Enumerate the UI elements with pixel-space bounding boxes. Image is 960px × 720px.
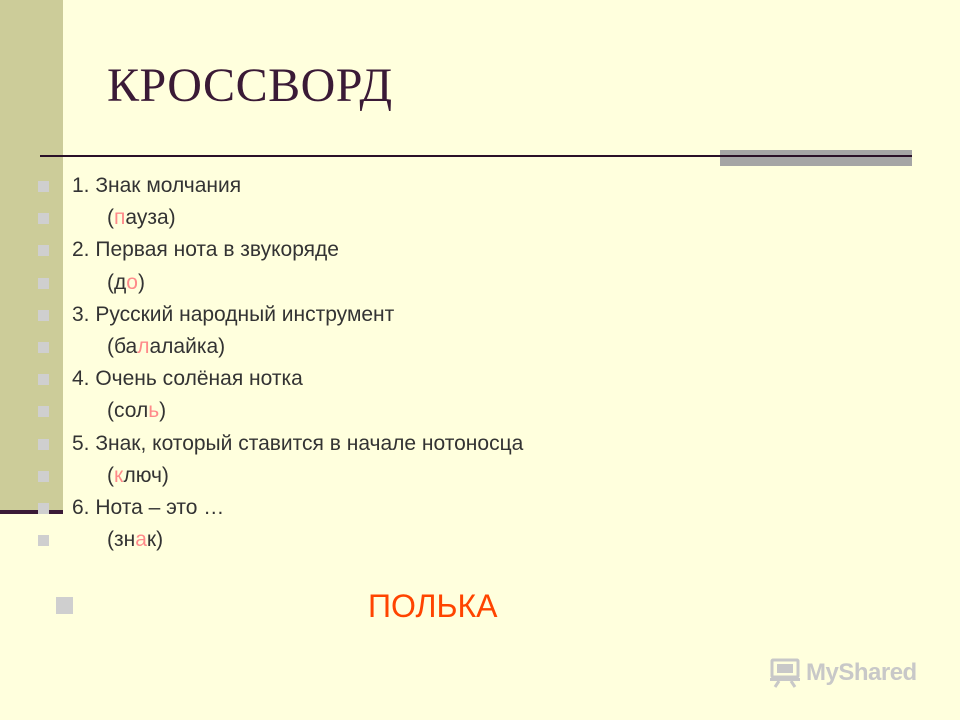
- clue-answer: (до): [107, 270, 145, 294]
- bullet-square-icon: [38, 535, 49, 546]
- clue-answer: (знак): [107, 528, 164, 552]
- list-item: [38, 526, 523, 558]
- list-item: [38, 494, 523, 526]
- bullet-square-icon: [38, 406, 49, 417]
- list-item: [38, 333, 523, 365]
- slide-title: КРОССВОРД: [107, 59, 393, 112]
- bullet-square-icon: [38, 471, 49, 482]
- watermark-text: MyShared: [806, 659, 917, 686]
- clue-text: 6. Нота – это …: [72, 495, 225, 519]
- answer-highlight-letter: ь: [148, 399, 160, 423]
- answer-highlight-letter: п: [114, 206, 126, 230]
- presentation-icon: [768, 658, 802, 688]
- bullet-square-icon: [38, 503, 49, 514]
- bullet-square-icon: [38, 278, 49, 289]
- clue-answer: (пауза): [107, 206, 176, 230]
- watermark-logo: [768, 656, 917, 690]
- bullet-square-icon: [38, 374, 49, 385]
- list-item: [38, 269, 523, 301]
- final-answer: ПОЛЬКА: [368, 588, 498, 624]
- list-item: [38, 397, 523, 429]
- bullet-square-icon: [38, 439, 49, 450]
- answer-highlight-letter: к: [114, 463, 124, 487]
- clue-text: 3. Русский народный инструмент: [72, 302, 395, 326]
- bullet-square-icon: [38, 181, 49, 192]
- bullet-square-icon: [38, 342, 49, 353]
- list-item: [38, 430, 523, 462]
- list-item: [38, 462, 523, 494]
- list-item: [38, 172, 523, 204]
- clue-text: 5. Знак, который ставится в начале нотоносца: [72, 431, 524, 455]
- clue-answer: (соль): [107, 399, 167, 423]
- clue-text: 4. Очень солёная нотка: [72, 367, 303, 391]
- bullet-square-icon: [38, 245, 49, 256]
- clue-answer: (ключ): [107, 463, 169, 487]
- bullet-square-icon: [38, 310, 49, 321]
- answer-highlight-letter: л: [137, 334, 150, 358]
- list-item: [38, 301, 523, 333]
- crossword-clues-list: [38, 172, 523, 558]
- list-item: [38, 365, 523, 397]
- list-item: [38, 204, 523, 236]
- clue-text: 2. Первая нота в звукоряде: [72, 238, 339, 262]
- list-item: [38, 236, 523, 268]
- bullet-square-icon: [56, 597, 73, 614]
- answer-highlight-letter: о: [126, 270, 138, 294]
- clue-text: 1. Знак молчания: [72, 174, 242, 197]
- title-divider-accent: [720, 150, 912, 166]
- bullet-square-icon: [38, 213, 49, 224]
- clue-answer: (балалайка): [107, 334, 226, 358]
- answer-highlight-letter: а: [135, 528, 147, 552]
